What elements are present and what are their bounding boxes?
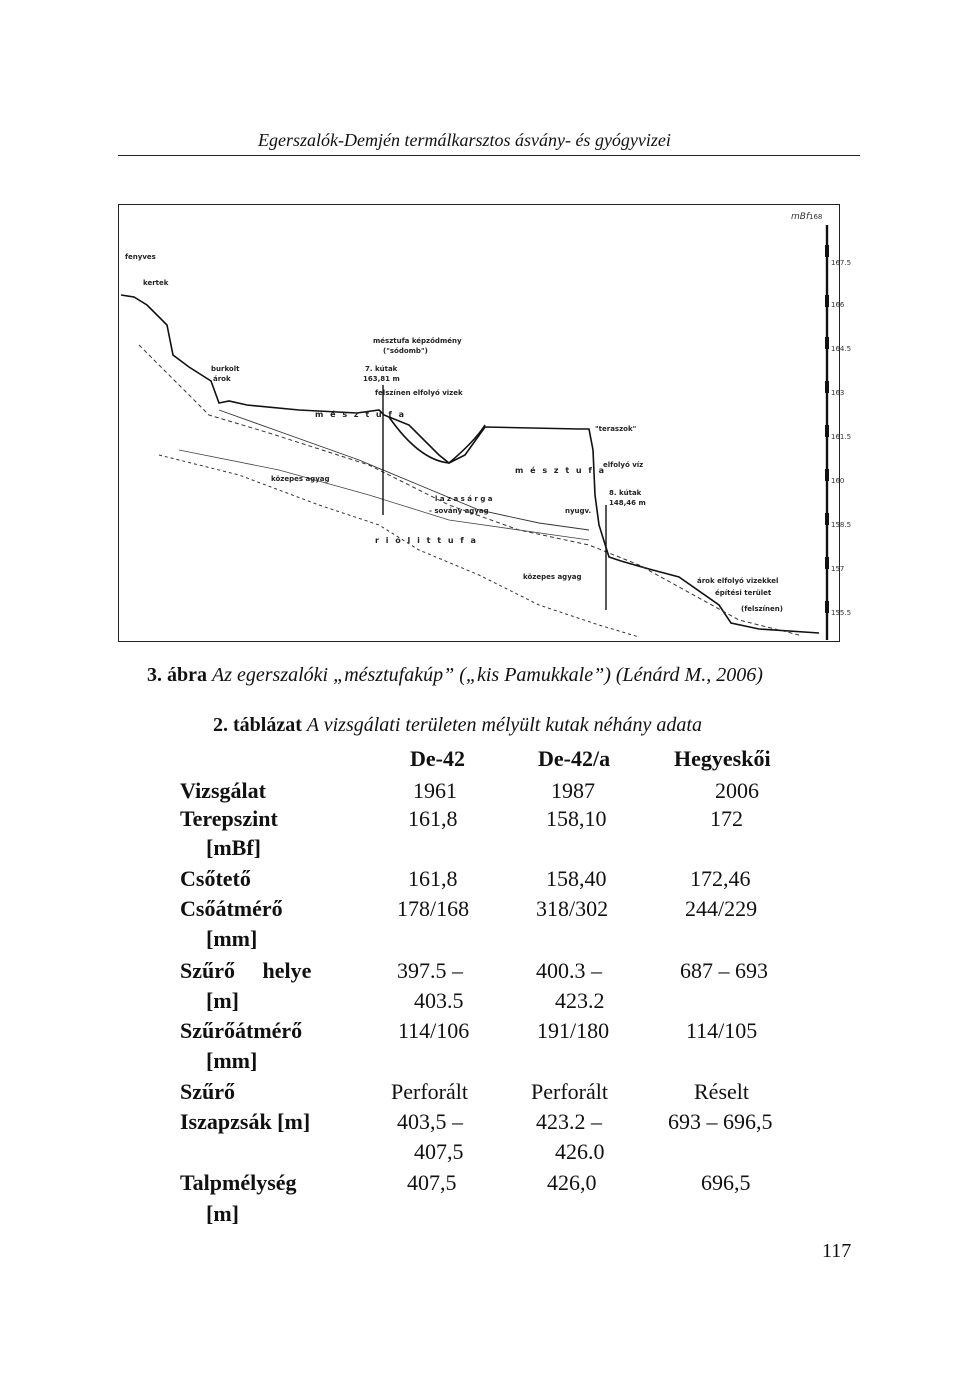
table-cell: 397.5 – xyxy=(397,958,463,983)
table-cell: 158,10 xyxy=(546,806,607,831)
label-kozepes-agyag-2: közepes agyag xyxy=(523,573,582,581)
table-cell: 172 xyxy=(710,806,743,831)
tick-168: 168 xyxy=(809,213,823,221)
table-cell: 693 – 696,5 xyxy=(668,1109,773,1134)
layer-boundary-2 xyxy=(159,455,639,637)
row-label-unit: [mm] xyxy=(206,1048,258,1073)
table-cell: 407,5 xyxy=(414,1139,464,1164)
table-cell: 114/106 xyxy=(398,1018,470,1043)
row-label: Szűrő helye xyxy=(180,958,312,983)
table-caption-text: A vizsgálati területen mélyült kutak néhány adata xyxy=(306,714,702,736)
table-cell: Réselt xyxy=(694,1079,749,1104)
table-cell: 191/180 xyxy=(537,1018,610,1043)
tick-158-5: 158.5 xyxy=(831,521,852,529)
label-meszturfa-1: m é s z t u f a xyxy=(315,410,407,419)
table-cell: Perforált xyxy=(391,1079,468,1104)
table-cell: 423.2 – xyxy=(536,1109,602,1134)
label-felszinen-elfolyo: felszínen elfolyó vizek xyxy=(375,389,463,397)
label-epitesi-terulet: építési terület xyxy=(715,589,772,597)
col-header-hegyeskoi: Hegyeskői xyxy=(674,746,771,771)
layer-boundary-4 xyxy=(179,450,592,540)
table-cell: 407,5 xyxy=(407,1170,457,1195)
col-header-de42a: De-42/a xyxy=(538,746,611,771)
label-nyugalmi: nyugv. xyxy=(565,507,592,515)
tick-166: 166 xyxy=(831,301,845,309)
label-kozepes-agyag-1: közepes agyag xyxy=(271,475,330,483)
row-label: Csőtető xyxy=(180,866,251,891)
row-label: Talpmélység xyxy=(180,1170,297,1195)
basin-shape xyxy=(389,417,485,463)
table-cell: 178/168 xyxy=(397,896,470,921)
table-caption xyxy=(213,714,702,737)
label-elfolyo-viz: elfolyó víz xyxy=(603,461,644,469)
cross-section-drawing xyxy=(119,205,852,640)
label-kut-ertek: 163,81 m xyxy=(363,375,400,383)
label-sovany-agyag: - sovány agyag xyxy=(429,507,489,515)
row-label-unit: [m] xyxy=(206,1201,239,1226)
tick-160: 160 xyxy=(831,477,845,485)
label-arok: árok xyxy=(213,375,231,383)
row-label: Vizsgálat xyxy=(180,778,266,803)
label-felszinen: (felszínen) xyxy=(741,605,783,613)
row-label: Terepszint xyxy=(180,806,278,831)
row-label: Szűrő xyxy=(180,1079,235,1104)
label-kertek: kertek xyxy=(143,279,169,287)
label-kut2-ertek: 148,46 m xyxy=(609,499,646,507)
tick-161-5: 161.5 xyxy=(831,433,852,441)
table-cell: 158,40 xyxy=(546,866,607,891)
table-cell: 403,5 – xyxy=(397,1109,463,1134)
table-cell: Perforált xyxy=(531,1079,608,1104)
table-number: 2. táblázat xyxy=(213,714,302,736)
cross-section-figure xyxy=(118,204,852,642)
row-label: Iszapzsák [m] xyxy=(180,1109,311,1134)
elevation-ticks xyxy=(825,245,829,613)
table-cell: 426,0 xyxy=(547,1170,597,1195)
table-cell: 687 – 693 xyxy=(680,958,768,983)
label-burkolt: burkolt xyxy=(211,365,240,373)
elevation-unit: mBf xyxy=(791,212,810,222)
label-fenyves: fenyves xyxy=(125,253,156,261)
table-cell: 114/105 xyxy=(686,1018,758,1043)
figure-number: 3. ábra xyxy=(147,664,207,686)
row-label: Csőátmérő xyxy=(180,896,283,921)
table-cell: 1987 xyxy=(551,778,595,803)
table-cell: 2006 xyxy=(715,778,759,803)
figure-caption xyxy=(147,664,763,687)
label-szodomb: ("sódomb") xyxy=(383,347,428,355)
running-title: Egerszalók-Demjén termálkarsztos ásvány- és gyógyvizei xyxy=(258,130,671,150)
label-laza-sarga: l a z a s á r g a xyxy=(435,495,493,503)
label-kutak: 7. kútak xyxy=(365,365,398,373)
label-meszturfa-2: m é s z t u f a xyxy=(515,466,607,475)
tick-157: 157 xyxy=(831,565,845,573)
row-label-unit: [m] xyxy=(206,988,239,1013)
table-cell: 403.5 xyxy=(414,988,464,1013)
row-label-unit: [mBf] xyxy=(206,835,261,860)
table-cell: 696,5 xyxy=(701,1170,751,1195)
tick-164-5: 164.5 xyxy=(831,345,852,353)
table-cell: 1961 xyxy=(413,778,457,803)
table-cell: 161,8 xyxy=(408,806,458,831)
table-cell: 318/302 xyxy=(536,896,609,921)
table-cell: 172,46 xyxy=(690,866,751,891)
label-kutak2: 8. kútak xyxy=(609,489,642,497)
page-number: 117 xyxy=(822,1240,852,1262)
row-label: Szűrőátmérő xyxy=(180,1018,303,1043)
tick-163: 163 xyxy=(831,389,845,397)
header-divider xyxy=(118,155,860,156)
table-cell: 423.2 xyxy=(555,988,605,1013)
col-header-de42: De-42 xyxy=(410,746,465,771)
table-cell: 161,8 xyxy=(408,866,458,891)
label-riolittufa: r i o l i t t u f a xyxy=(375,536,478,545)
label-meszturfa-kepzodmeny: mésztufa képződmény xyxy=(373,337,462,345)
table-cell: 244/229 xyxy=(685,896,758,921)
tick-167-5: 167.5 xyxy=(831,259,852,267)
label-arok-elfolyo: árok elfolyó vizekkel xyxy=(697,577,779,585)
figure-caption-text: Az egerszalóki „mésztufakúp” („kis Pamukkale”) (Lénárd M., 2006) xyxy=(212,664,763,686)
table-cell: 426.0 xyxy=(555,1139,605,1164)
label-teraszok: "teraszok" xyxy=(595,425,637,433)
tick-155-5: 155.5 xyxy=(831,609,852,617)
row-label-unit: [mm] xyxy=(206,926,258,951)
table-cell: 400.3 – xyxy=(536,958,602,983)
